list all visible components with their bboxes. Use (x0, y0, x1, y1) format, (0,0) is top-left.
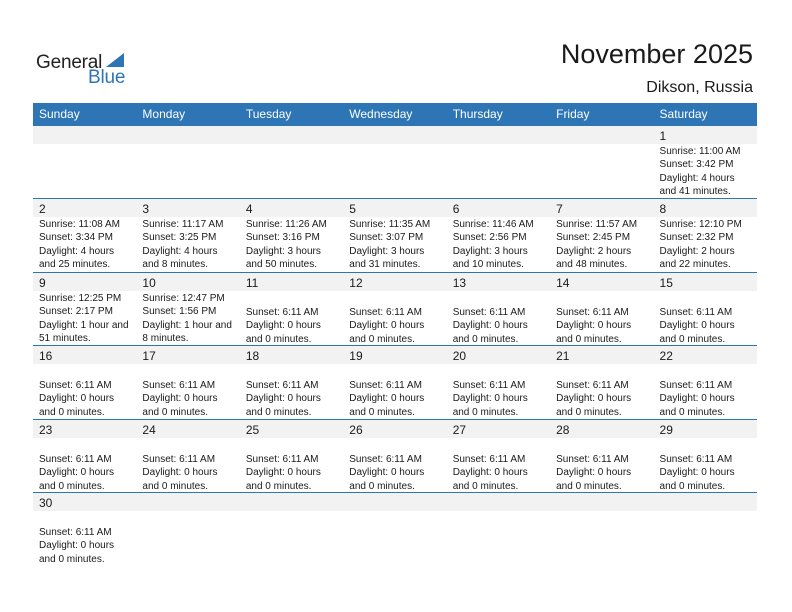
sun-info-line: Daylight: 1 hour and (39, 319, 129, 331)
sun-info-line: Sunset: 6:11 AM (245, 454, 319, 465)
sun-info-line: Daylight: 0 hours (659, 393, 735, 405)
sun-info-line: and 0 minutes. (349, 333, 415, 345)
sun-info-line: Sunset: 6:11 AM (39, 380, 112, 391)
sun-info-line: Sunset: 6:11 AM (245, 307, 319, 318)
calendar-weeks (33, 126, 757, 565)
day-cell (33, 126, 136, 198)
day-cell (447, 346, 550, 419)
sun-info-line: Sunset: 6:11 AM (452, 454, 526, 465)
day-number: 1 (659, 129, 667, 143)
day-number: 4 (245, 202, 253, 216)
sun-info-line: Sunset: 2:32 PM (659, 232, 734, 244)
day-cell (33, 420, 136, 493)
logo-text-blue: Blue (88, 67, 126, 88)
day-number: 22 (659, 349, 673, 363)
day-cell (447, 493, 550, 566)
sun-info-line: and 50 minutes. (245, 258, 318, 270)
day-sun-info (39, 365, 136, 419)
day-cell (654, 346, 757, 419)
sun-info-line: and 41 minutes. (659, 185, 731, 197)
sun-info-line: Daylight: 4 hours (39, 245, 115, 257)
day-number: 9 (39, 276, 46, 290)
calendar-week (33, 126, 757, 199)
sun-info-line: Sunset: 6:11 AM (659, 380, 733, 391)
day-number: 8 (659, 202, 667, 216)
sun-info-line: and 10 minutes. (452, 258, 524, 270)
sun-info-line: Sunrise: 12:10 PM (659, 219, 742, 230)
day-cell (447, 273, 550, 346)
location-label: Dikson, Russia (646, 79, 753, 96)
logo-text-general: General (36, 52, 103, 73)
sun-info-line: and 48 minutes. (556, 258, 628, 270)
sun-info-line: and 0 minutes. (142, 406, 209, 418)
sun-info-line: Sunrise: 11:46 AM (452, 219, 534, 230)
sun-info-line: Sunset: 6:11 AM (556, 380, 629, 391)
day-number: 28 (556, 423, 570, 437)
day-sun-info (556, 365, 653, 419)
day-number: 16 (39, 349, 53, 363)
day-sun-info (453, 365, 550, 419)
sun-info-line: Sunset: 6:11 AM (142, 380, 216, 391)
sun-info-line: 51 minutes. (39, 332, 91, 344)
sun-info-line: Sunset: 6:11 AM (142, 454, 216, 465)
sun-info-line: Daylight: 0 hours (349, 467, 425, 479)
day-cell (343, 273, 446, 346)
sun-info-line: Daylight: 0 hours (659, 320, 735, 332)
day-cell (136, 199, 239, 271)
day-number: 17 (142, 349, 156, 363)
day-cell (136, 493, 239, 566)
sun-info-line: Sunset: 6:11 AM (39, 454, 112, 465)
day-sun-info (660, 439, 757, 493)
sun-info-line: Daylight: 2 hours (556, 245, 632, 257)
calendar-week (33, 493, 757, 565)
weekday-sunday: Sunday (39, 107, 80, 121)
day-cell (447, 126, 550, 198)
day-number (142, 127, 239, 145)
sun-info-line: and 0 minutes. (659, 406, 726, 418)
day-number: 15 (659, 276, 673, 290)
sun-info-line: Daylight: 0 hours (452, 320, 528, 332)
sun-info-line: Daylight: 0 hours (39, 393, 115, 405)
day-sun-info (39, 512, 136, 566)
sun-info-line: Sunset: 6:11 AM (556, 454, 629, 465)
weekday-friday: Friday (556, 107, 590, 121)
day-number: 12 (349, 276, 363, 290)
sun-info-line: Sunset: 2:56 PM (452, 232, 527, 244)
day-number: 13 (452, 276, 467, 290)
day-sun-info (142, 365, 239, 419)
sun-info-line: Sunset: 3:42 PM (659, 159, 734, 171)
day-cell (33, 346, 136, 419)
day-cell (654, 420, 757, 493)
sun-info-line: Daylight: 0 hours (556, 393, 632, 405)
day-number (556, 494, 653, 512)
day-number: 2 (39, 202, 46, 216)
day-sun-info (453, 292, 550, 346)
calendar-week (33, 346, 757, 420)
sun-info-line: Sunset: 2:17 PM (39, 306, 113, 318)
day-sun-info (39, 439, 136, 493)
day-sun-info (142, 218, 239, 271)
day-cell (343, 493, 446, 566)
day-number (660, 494, 757, 512)
sun-info-line: Daylight: 0 hours (556, 320, 632, 332)
sun-info-line: Daylight: 3 hours (452, 245, 528, 257)
sun-info-line: Sunset: 6:11 AM (556, 307, 629, 318)
day-sun-info (660, 292, 757, 346)
sun-info-line: Daylight: 0 hours (39, 540, 115, 552)
day-sun-info (246, 292, 343, 346)
day-number: 6 (452, 202, 460, 216)
day-cell (654, 273, 757, 346)
sun-info-line: Daylight: 0 hours (39, 467, 115, 479)
sun-info-line: and 0 minutes. (349, 480, 415, 492)
sun-info-line: Sunset: 1:56 PM (142, 306, 217, 318)
sun-info-line: and 0 minutes. (556, 406, 622, 418)
sun-info-line: Daylight: 0 hours (142, 467, 218, 479)
sun-info-line: Sunrise: 11:35 AM (349, 219, 431, 230)
sun-info-line: Sunset: 6:11 AM (659, 454, 733, 465)
sun-info-line: Sunset: 6:11 AM (452, 380, 526, 391)
sun-info-line: Daylight: 0 hours (245, 467, 321, 479)
sun-info-line: and 0 minutes. (452, 333, 519, 345)
sun-info-line: Sunset: 3:34 PM (39, 232, 113, 244)
sun-info-line: and 0 minutes. (452, 480, 519, 492)
day-cell (136, 420, 239, 493)
day-cell (550, 126, 653, 198)
day-number (39, 127, 136, 145)
sun-info-line: Daylight: 0 hours (556, 467, 632, 479)
sun-info-line: and 31 minutes. (349, 258, 421, 270)
day-sun-info (660, 365, 757, 419)
day-cell (343, 199, 446, 271)
sun-info-line: Sunset: 3:07 PM (349, 232, 424, 244)
day-cell (33, 273, 136, 346)
day-cell (33, 199, 136, 271)
sun-info-line: Sunrise: 11:17 AM (142, 219, 224, 230)
calendar-week (33, 273, 757, 346)
sun-info-line: Daylight: 0 hours (349, 320, 425, 332)
sun-info-line: Daylight: 0 hours (245, 393, 321, 405)
day-cell (654, 493, 757, 566)
day-cell (550, 420, 653, 493)
day-number: 19 (349, 349, 363, 363)
day-number: 21 (556, 349, 570, 363)
day-number (246, 494, 343, 512)
day-cell (654, 199, 757, 271)
sun-info-line: and 0 minutes. (659, 333, 726, 345)
sun-info-line: Daylight: 0 hours (452, 393, 528, 405)
day-number: 7 (556, 202, 563, 216)
day-sun-info (556, 439, 653, 493)
day-number: 27 (452, 423, 467, 437)
day-cell (240, 199, 343, 271)
sun-info-line: and 0 minutes. (452, 406, 519, 418)
calendar-week (33, 420, 757, 493)
day-sun-info (142, 292, 239, 345)
day-sun-info (660, 145, 757, 198)
day-number: 18 (245, 349, 260, 363)
sun-info-line: Sunrise: 11:26 AM (245, 219, 327, 230)
day-cell (136, 346, 239, 419)
day-sun-info (246, 218, 343, 271)
day-sun-info (349, 218, 446, 271)
sun-info-line: Sunset: 6:11 AM (245, 380, 319, 391)
day-cell (550, 493, 653, 566)
day-cell (240, 420, 343, 493)
sun-info-line: Sunset: 3:16 PM (245, 232, 320, 244)
sun-info-line: Sunset: 6:11 AM (39, 527, 112, 538)
logo-triangle-icon (106, 53, 124, 67)
day-sun-info (142, 439, 239, 493)
day-number: 5 (349, 202, 356, 216)
sun-info-line: Daylight: 4 hours (142, 245, 218, 257)
logo (36, 50, 136, 90)
day-sun-info (453, 218, 550, 271)
sun-info-line: Sunset: 6:11 AM (349, 454, 422, 465)
sun-info-line: and 0 minutes. (245, 480, 312, 492)
sun-info-line: Daylight: 0 hours (452, 467, 528, 479)
day-number: 14 (556, 276, 570, 290)
weekday-wednesday: Wednesday (349, 107, 413, 121)
sun-info-line: and 22 minutes. (659, 258, 731, 270)
page-title: November 2025 (560, 39, 753, 69)
day-cell (240, 273, 343, 346)
day-cell (136, 273, 239, 346)
day-sun-info (349, 439, 446, 493)
weekday-tuesday: Tuesday (245, 107, 292, 121)
day-sun-info (556, 218, 653, 271)
sun-info-line: and 0 minutes. (556, 480, 622, 492)
day-sun-info (660, 218, 757, 271)
day-sun-info (39, 218, 136, 271)
sun-info-line: Sunrise: 12:47 PM (142, 293, 225, 304)
sun-info-line: Sunset: 3:25 PM (142, 232, 217, 244)
calendar-week (33, 199, 757, 273)
sun-info-line: Sunset: 6:11 AM (349, 380, 422, 391)
day-cell (240, 493, 343, 566)
day-number (142, 494, 239, 512)
sun-info-line: and 0 minutes. (659, 480, 726, 492)
weekday-header (33, 103, 757, 126)
day-cell (343, 126, 446, 198)
day-number (349, 127, 446, 145)
day-cell (447, 199, 550, 271)
day-number: 25 (245, 423, 260, 437)
sun-info-line: and 0 minutes. (142, 480, 209, 492)
weekday-thursday: Thursday (452, 107, 503, 121)
sun-info-line: Daylight: 3 hours (349, 245, 425, 257)
sun-info-line: Sunset: 6:11 AM (452, 307, 526, 318)
day-cell (33, 493, 136, 566)
day-number (349, 494, 446, 512)
sun-info-line: and 25 minutes. (39, 258, 111, 270)
day-cell (550, 273, 653, 346)
sun-info-line: Daylight: 3 hours (245, 245, 321, 257)
day-number: 30 (39, 496, 53, 510)
sun-info-line: Daylight: 0 hours (659, 467, 735, 479)
weekday-saturday: Saturday (659, 107, 708, 121)
sun-info-line: and 0 minutes. (556, 333, 622, 345)
sun-info-line: 8 minutes. (142, 332, 189, 344)
day-number: 24 (142, 423, 156, 437)
day-cell (343, 420, 446, 493)
day-sun-info (556, 292, 653, 346)
sun-info-line: and 0 minutes. (39, 553, 105, 565)
day-number: 20 (452, 349, 467, 363)
day-number: 11 (245, 276, 259, 290)
sun-info-line: Daylight: 1 hour and (142, 319, 232, 331)
day-cell (136, 126, 239, 198)
day-sun-info (246, 365, 343, 419)
sun-info-line: Daylight: 0 hours (245, 320, 321, 332)
day-cell (240, 126, 343, 198)
sun-info-line: Sunset: 6:11 AM (349, 307, 422, 318)
day-cell (550, 346, 653, 419)
day-cell (550, 199, 653, 271)
sun-info-line: Sunset: 6:11 AM (659, 307, 733, 318)
day-number: 29 (659, 423, 673, 437)
day-number: 23 (39, 423, 53, 437)
day-number (246, 127, 343, 145)
sun-info-line: and 0 minutes. (39, 480, 105, 492)
day-cell (240, 346, 343, 419)
day-cell (447, 420, 550, 493)
weekday-monday: Monday (142, 107, 186, 121)
day-sun-info (246, 439, 343, 493)
sun-info-line: and 8 minutes. (142, 258, 209, 270)
sun-info-line: Sunset: 2:45 PM (556, 232, 631, 244)
day-sun-info (349, 292, 446, 346)
sun-info-line: Daylight: 4 hours (659, 172, 735, 184)
sun-info-line: and 0 minutes. (39, 406, 105, 418)
sun-info-line: Sunrise: 11:08 AM (39, 219, 120, 230)
sun-info-line: Sunrise: 12:25 PM (39, 293, 122, 304)
sun-info-line: Daylight: 2 hours (659, 245, 735, 257)
sun-info-line: and 0 minutes. (349, 406, 415, 418)
day-number: 10 (142, 276, 156, 290)
sun-info-line: Sunrise: 11:57 AM (556, 219, 638, 230)
day-cell (343, 346, 446, 419)
calendar (33, 103, 757, 565)
day-sun-info (39, 292, 136, 345)
day-sun-info (453, 439, 550, 493)
sun-info-line: Daylight: 0 hours (349, 393, 425, 405)
sun-info-line: Sunrise: 11:00 AM (659, 146, 741, 157)
day-cell (654, 126, 757, 198)
sun-info-line: and 0 minutes. (245, 406, 312, 418)
sun-info-line: and 0 minutes. (245, 333, 312, 345)
day-sun-info (349, 365, 446, 419)
day-number: 3 (142, 202, 150, 216)
day-number (453, 127, 550, 145)
day-number (453, 494, 550, 512)
day-number: 26 (349, 423, 363, 437)
sun-info-line: Daylight: 0 hours (142, 393, 218, 405)
day-number (556, 127, 653, 145)
